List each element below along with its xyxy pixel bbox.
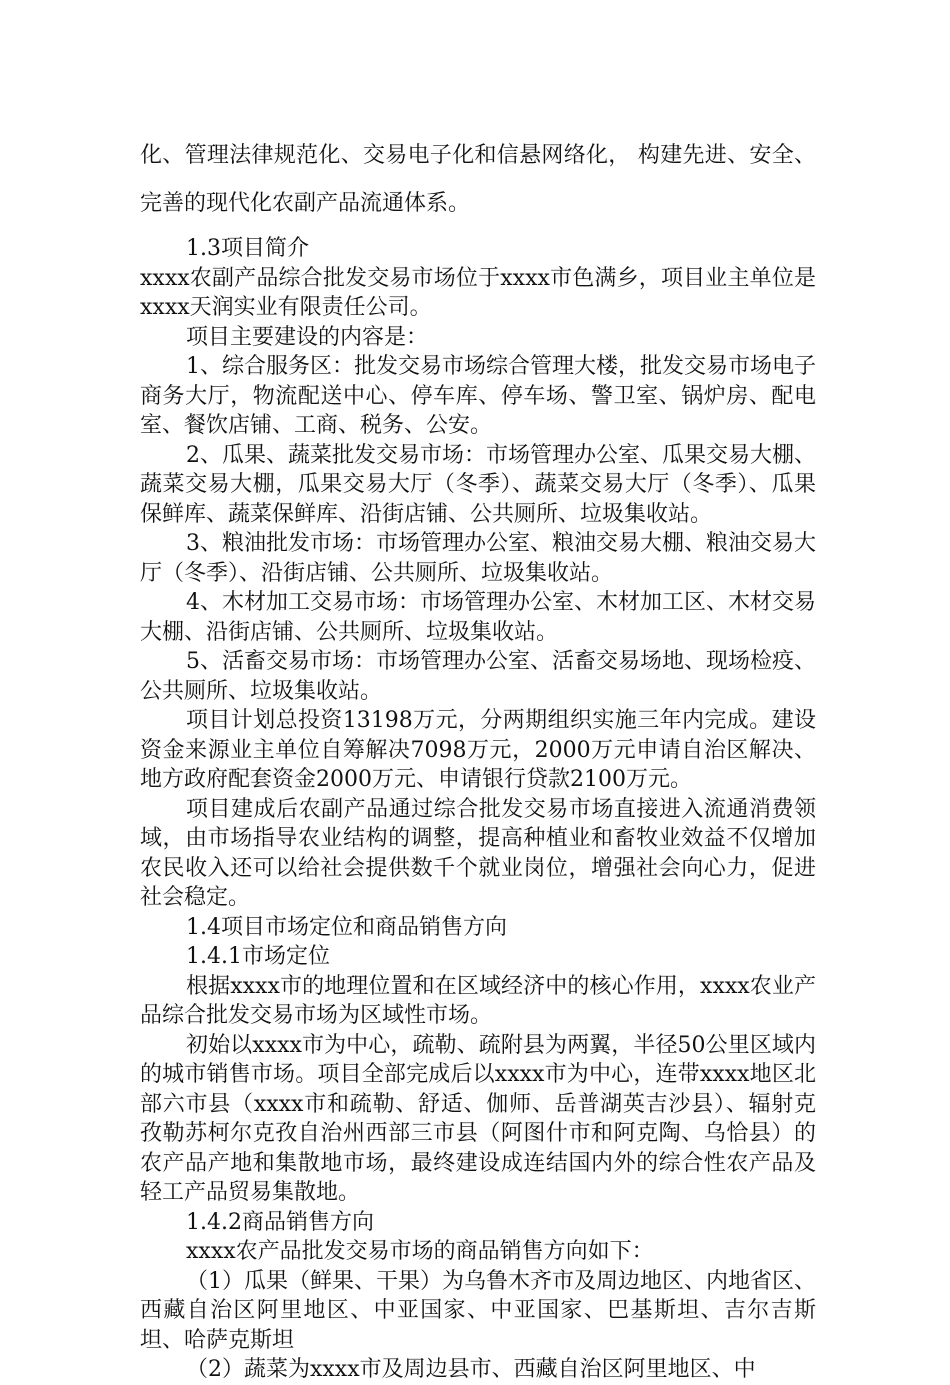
list-item-vegetable-sales: （2）蔬菜为xxxx市及周边县市、西藏自治区阿里地区、中	[186, 1357, 756, 1382]
list-item-service-area: 1、综合服务区：批发交易市场综合管理大楼，批发交易市场电子商务大厅，物流配送中心、停车库、停车场、警卫室、锅炉房、配电室、餐饮店铺、工商、税务、公安。	[140, 354, 816, 438]
document-body	[140, 132, 816, 1385]
paragraph-benefits: 项目建成后农副产品通过综合批发交易市场直接进入流通消费领域，由市场指导农业结构的调整，提高种植业和畜牧业效益不仅增加农民收入还可以给社会提供数千个就业岗位，增强社会向心力，促进社会稳定。	[140, 796, 816, 910]
paragraph-market-scope: 初始以xxxx市为中心，疏勒、疏附县为两翼，半径50公里区域内的城市销售市场。项目全部完成后以xxxx市为中心，连带xxxx地区北部六市县（xxxx市和疏勒、舒适、伽师、岳普湖英吉沙县）、辐射克孜勒苏柯尔克孜自治州西部三市县（阿图什市和阿克陶、乌恰县）的农产品产地和集散地市场，最终建设成连结国内外的综合性农产品及轻工产品贸易集散地。	[140, 1032, 816, 1205]
paragraph-continuation: 化、管理法律规范化、交易电子化和信悬网络化， 构建先进、安全、完善的现代化农副产品流通体系。	[140, 143, 816, 216]
section-heading-1-4: 1.4项目市场定位和商品销售方向	[186, 914, 507, 940]
section-heading-1-3: 1.3项目简介	[186, 236, 309, 261]
list-item-livestock-market: 5、活畜交易市场：市场管理办公室、活畜交易场地、现场检疫、公共厕所、垃圾集收站。	[140, 649, 816, 704]
paragraph-sales-intro: xxxx农产品批发交易市场的商品销售方向如下：	[186, 1239, 654, 1264]
section-heading-1-4-1: 1.4.1市场定位	[186, 944, 330, 969]
paragraph-market-positioning: 根据xxxx市的地理位置和在区域经济中的核心作用，xxxx农业产品综合批发交易市场为区域性市场。	[140, 973, 816, 1028]
section-heading-1-4-2: 1.4.2商品销售方向	[186, 1209, 374, 1235]
paragraph-construction-intro: 项目主要建设的内容是：	[186, 324, 429, 350]
paragraph-location: xxxx农副产品综合批发交易市场位于xxxx市色满乡，项目业主单位是xxxx天润实业有限责任公司。	[140, 265, 816, 320]
list-item-grain-oil-market: 3、粮油批发市场：市场管理办公室、粮油交易大棚、粮油交易大厅（冬季）、沿街店铺、公共厕所、垃圾集收站。	[140, 531, 816, 586]
list-item-timber-market: 4、木材加工交易市场：市场管理办公室、木材加工区、木材交易大棚、沿街店铺、公共厕所、垃圾集收站。	[140, 590, 816, 645]
list-item-fruit-vegetable-market: 2、瓜果、蔬菜批发交易市场：市场管理办公室、瓜果交易大棚、蔬菜交易大棚，瓜果交易大厅（冬季）、蔬菜交易大厅（冬季）、瓜果保鲜库、蔬菜保鲜库、沿街店铺、公共厕所、垃圾集收站。	[140, 442, 816, 527]
paragraph-investment: 项目计划总投资13198万元，分两期组织实施三年内完成。建设资金来源业主单位自筹解决7098万元，2000万元申请自治区解决、地方政府配套资金2000万元、申请银行贷款2100万元。	[140, 708, 816, 792]
list-item-fruit-sales: （1）瓜果（鲜果、干果）为乌鲁木齐市及周边地区、内地省区、西藏自治区阿里地区、中亚国家、中亚国家、巴基斯坦、吉尔吉斯坦、哈萨克斯坦	[140, 1268, 816, 1353]
